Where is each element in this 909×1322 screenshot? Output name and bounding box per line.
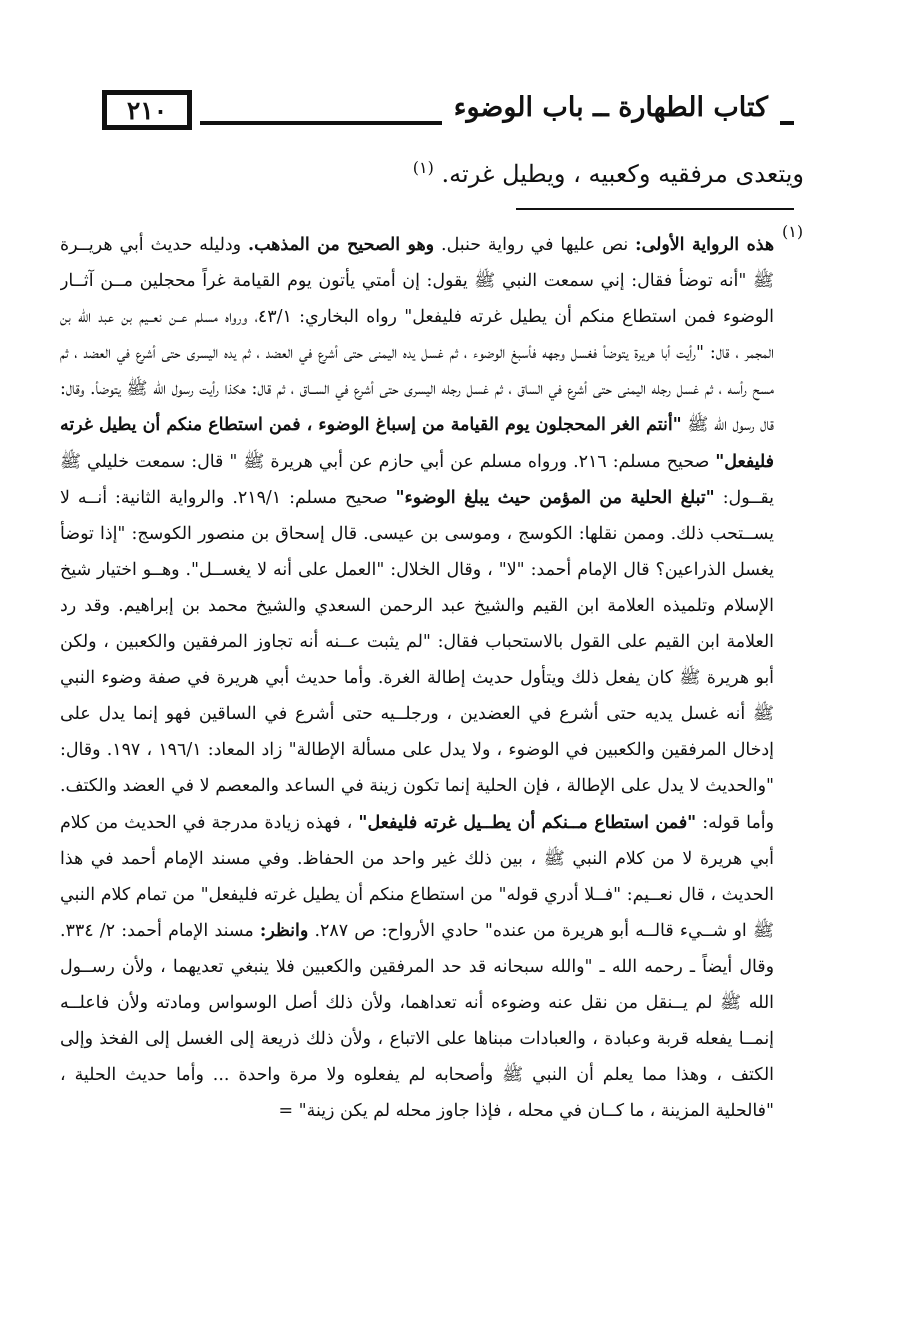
footnote-bold-segment: "فمن استطاع مــنكم أن يطــيل غرته فليفعل" (358, 812, 697, 833)
footnote-bold-segment: وانظر: (259, 920, 309, 941)
page-number: ٢١٠ (126, 95, 168, 125)
main-text-line: ويتعدى مرفقيه وكعبيه ، ويطيل غرته. (441, 160, 804, 188)
footnote-paragraph (60, 227, 774, 1129)
page-number-box (102, 90, 192, 130)
footnote-text-segment: صحيح مسلم: ٢١٦. ورواه مسلم عن أبي حازم عن أبي هريرة ﷺ " قال: سمعت خليلي ﷺ يقــول: (60, 451, 774, 508)
footnote-text-segment: مسند الإمام أحمد: ٢/ ٣٣٤. وقال أيضاً ـ رحمه الله ـ "والله سبحانه قد حد المرفقين والكعبين فلا ينبغي تعديهما ، ولأن رســول الله ﷺ لم يــنقل من نقل عنه وضوءه أنه تعداهما، ولأن ذلك أصل الوسواس ومادته ولأن فاعلــه إنمــا يفعله قربة وعبادة ، والعبادات مبناها على الاتباع ، ولأن ذلك ذريعة إلى الغسل إلى الفخذ وإلى الكتف ، وهذا مما يعلم أن النبي ﷺ وأصحابه لم يفعلوه ولا مرة واحدة ... وأما حديث الحلية ، "فالحلية المزينة ، ما كــان في محله ، فإذا جاوز محله لم يكن زينة" = (60, 920, 774, 1122)
running-title: كتاب الطهارة ــ باب الوضوء (442, 88, 780, 128)
footnote-bold-segment: "أنتم الغر المحجلون يوم القيامة من إسباغ الوضوء ، فمن استطاع منكم أن يطيل غرته فليفعل" (60, 415, 774, 472)
footnote-text-segment: صحيح مسلم: ٢١٩/١. والرواية الثانية: أنــه لا يســتحب ذلك. وممن نقلها: الكوسج ، وموسى بن عيسى. قال إسحاق بن منصور الكوسج: "إذا توضأ يغسل الذراعين؟ قال الإمام أحمد: "لا" ، وقال الخلال: "العمل على أنه لا يغســل". وهــو اختيار شيخ الإسلام وتلميذه العلامة ابن القيم والشيخ عبد الرحمن السعدي والشيخ محمد بن إبراهيم. وقد رد العلامة ابن القيم على القول بالاستحباب فقال: "لم يثبت عــنه أنه تجاوز المرفقين والكعبين ، ولكن أبو هريرة ﷺ كان يفعل ذلك ويتأول حديث إطالة الغرة. وأما حديث أبي هريرة في صفة وضوء النبي ﷺ أنه غسل يديه حتى أشرع في العضدين ، ورجلــيه حتى أشرع في الساقين فهو إنما يدل على إدخال المرفقين والكعبين في الوضوء ، ولا يدل على مسألة الإطالة" زاد المعاد: ١٩٦/١ ، ١٩٧. وقال: "والحديث لا يدل على الإطالة ، فإن الحلية إنما تكون زينة في الساعد والمعصم لا في العضد والكتف. وأما قوله: (60, 487, 774, 833)
main-text (184, 148, 804, 194)
footnote-reference: (١) (412, 158, 434, 177)
footnote-bold-segment: وهو الصحيح من المذهب. (248, 235, 435, 255)
footnote-bold-segment: "تبلغ الحلية من المؤمن حيث يبلغ الوضوء" (395, 487, 715, 508)
footnote-bold-segment: هذه الرواية الأولى: (635, 235, 774, 255)
page-header (98, 88, 794, 136)
footnote-body (60, 227, 774, 1312)
footnote-text-segment: ودليله حديث أبي هريــرة ﷺ "أنه توضأ فقال: إني سمعت النبي ﷺ يقول: إن أمتي يأتون يوم القيامة غراً محجلين مــن آثــار الوضوء فمن استطاع منكم أن يطيل غرته فليفعل" رواه البخاري: ٤٣/١، ورواه مسلم عــن نعــيم بن عبد الله بن المجمر ، قال: "رأيت أبا هريرة يتوضأ فغسل وجهه فأسبغ الوضوء ، ثم غسل يده اليمنى حتى أشرع في العضد ، ثم يده اليسرى حتى أشرع في العضد ، ثم مسح رأسه ، ثم غسل رجله اليمنى حتى أشرع في الساق ، ثم غسل رجله اليسرى حتى أشرع في الســاق ، ثم قال: هكذا رأيت رسول الله ﷺ يتوضأ. وقال: قال رسول الله ﷺ (60, 235, 774, 436)
footnote-separator (516, 208, 794, 210)
footnote-marker: (١) (782, 222, 804, 241)
footnote-text-segment: ، فهذه زيادة مدرجة في الحديث من كلام أبي هريرة لا من كلام النبي ﷺ ، بين ذلك غير واحد من الحفاظ. وفي مسند الإمام أحمد في هذا الحديث ، قال نعــيم: "فــلا أدري قوله" من استطاع منكم أن يطيل غرته فليفعل" من تمام كلام النبي ﷺ او شــيء قالــه أبو هريرة من عنده" حادي الأرواح: ص ٢٨٧. (60, 812, 774, 941)
footnote-text-segment: نص عليها في رواية حنبل. (434, 235, 636, 255)
